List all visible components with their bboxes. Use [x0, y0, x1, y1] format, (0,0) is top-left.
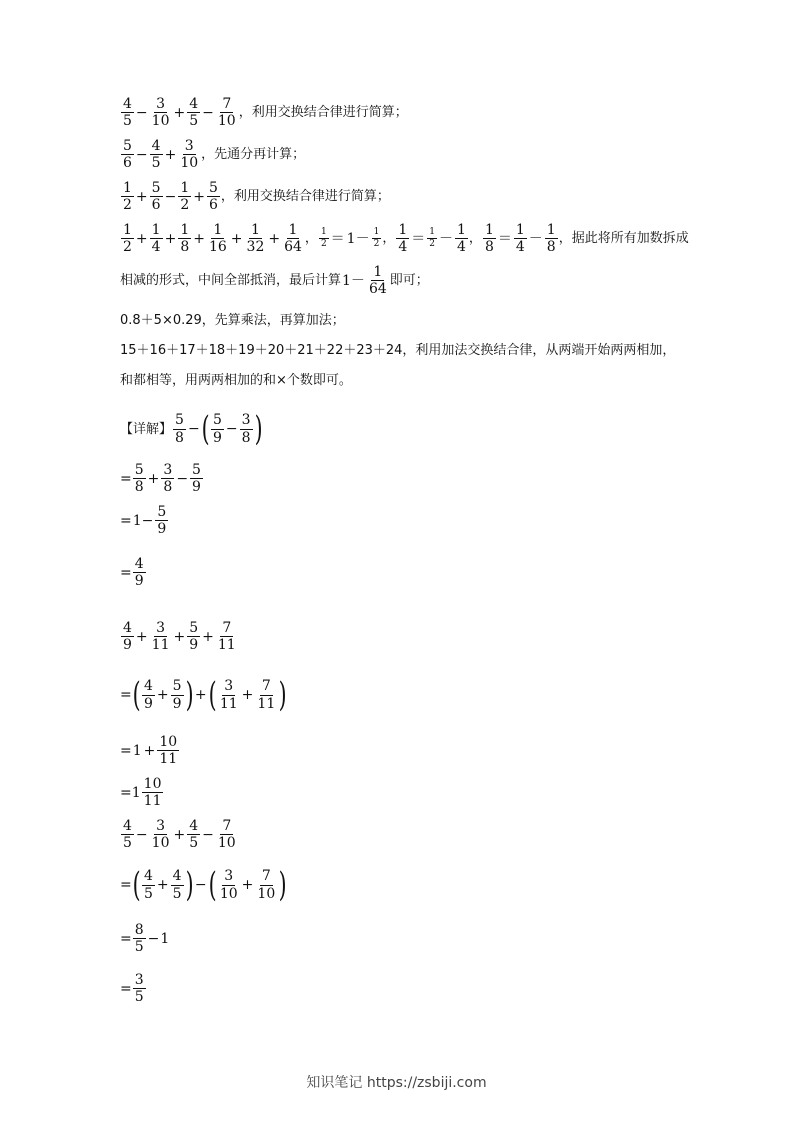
fraction: $\frac{1}{16}$: [208, 222, 227, 256]
fraction: $\frac{5}{8}$: [175, 412, 184, 446]
operator: −: [135, 104, 148, 121]
equals: =: [120, 470, 132, 487]
equals: =: [120, 980, 132, 997]
detail-label: 【详解】: [120, 421, 173, 437]
fraction: $\frac{7}{10}$: [217, 96, 236, 130]
fraction: $\frac{3}{10}$: [151, 96, 170, 130]
operator: −: [202, 104, 214, 121]
operator: +: [268, 230, 281, 247]
detail-header: [120, 409, 263, 449]
equals: =: [120, 512, 132, 529]
explanation-line-1: [120, 96, 408, 129]
operator: +: [173, 628, 186, 645]
fraction: $\frac{4}{5}$: [123, 96, 132, 130]
fraction: $\frac{10}{11}$: [159, 734, 178, 768]
explanation-line-6-cont: [120, 374, 352, 387]
operator: 1－: [342, 272, 365, 289]
equals: =: [120, 687, 132, 703]
calc-result: [120, 556, 147, 589]
fraction: $\frac{1}{64}$: [284, 222, 302, 256]
fraction: $\frac{10}{11}$: [143, 776, 162, 810]
operator: +: [135, 188, 148, 205]
operator: +: [147, 470, 160, 487]
problem-expression: [120, 818, 239, 851]
separator: ，: [468, 231, 482, 247]
explanation-line-2: [120, 138, 305, 171]
calc-step: [120, 865, 288, 905]
right-paren: ): [185, 865, 194, 905]
fraction: $\frac{1}{2}$: [123, 180, 132, 214]
explanation-text: 0.8＋5×0.29，先算乘法，再算加法；: [120, 313, 345, 328]
operator: +: [135, 230, 148, 247]
operator: +: [193, 188, 205, 205]
operator: －: [528, 230, 543, 247]
fraction: $\frac{5}{6}$: [208, 180, 218, 214]
fraction: $\frac{3}{10}$: [180, 138, 199, 172]
calc-step: [120, 462, 204, 495]
fraction: $\frac{5}{8}$: [134, 462, 144, 496]
operator: +: [143, 742, 156, 759]
explanation-text: ，据此将所有加数拆成: [558, 231, 689, 247]
explanation-text: ，先通分再计算；: [201, 147, 306, 163]
explanation-line-5: [120, 314, 345, 327]
operator: +: [173, 826, 186, 843]
equals: =: [120, 877, 132, 893]
fraction: $\frac{3}{11}$: [219, 678, 238, 712]
operator: ＝: [330, 230, 345, 247]
fraction: $\frac{4}{5}$: [172, 868, 182, 902]
fraction: $\frac{1}{4}$: [457, 222, 466, 256]
fraction: $\frac{3}{5}$: [134, 972, 144, 1006]
fraction: $\frac{7}{10}$: [217, 818, 236, 852]
fraction: $\frac{1}{8}$: [180, 222, 190, 256]
equals: =: [120, 564, 132, 581]
fraction: $\frac{4}{5}$: [144, 868, 153, 902]
explanation-text: ，利用交换结合律进行简算；: [238, 105, 408, 121]
fraction: $\frac{5}{6}$: [151, 180, 161, 214]
right-paren: ): [254, 409, 263, 449]
calc-step: [120, 922, 169, 955]
operator: −: [176, 470, 189, 487]
fraction: $\frac{5}{9}$: [189, 620, 199, 654]
fraction: $\frac{3}{10}$: [219, 868, 238, 902]
calc-step: [120, 734, 180, 767]
operator: −: [202, 826, 214, 843]
fraction: $\frac{4}{5}$: [189, 96, 199, 130]
fraction-small: $\frac{1}{2}$: [373, 227, 380, 250]
operator: +: [173, 104, 186, 121]
fraction: $\frac{4}{9}$: [123, 620, 132, 654]
fraction: $\frac{5}{9}$: [212, 412, 222, 446]
explanation-text: 和都相等，用两两相加的和×个数即可。: [120, 373, 352, 388]
operator: +: [164, 146, 177, 163]
separator: ，: [382, 231, 396, 247]
fraction-small: $\frac{1}{2}$: [320, 227, 327, 250]
fraction: $\frac{1}{4}$: [151, 222, 161, 256]
explanation-text: 即可；: [389, 273, 429, 289]
right-paren: ): [278, 675, 287, 715]
fraction: $\frac{3}{8}$: [241, 412, 251, 446]
fraction: $\frac{1}{2}$: [123, 222, 132, 256]
left-paren: (: [132, 865, 141, 905]
fraction: $\frac{4}{9}$: [134, 556, 144, 590]
fraction: $\frac{1}{4}$: [515, 222, 525, 256]
operator: +: [241, 877, 254, 893]
fraction: $\frac{7}{11}$: [217, 620, 236, 654]
operator: +: [164, 230, 177, 247]
operator: −: [147, 930, 160, 947]
fraction: $\frac{1}{8}$: [484, 222, 494, 256]
operator: 1−: [132, 512, 154, 529]
fraction: $\frac{7}{10}$: [257, 868, 276, 902]
operator: +: [241, 687, 254, 703]
fraction: $\frac{5}{6}$: [123, 138, 132, 172]
operator: +: [202, 628, 214, 645]
fraction: $\frac{4}{5}$: [189, 818, 199, 852]
fraction: $\frac{4}{5}$: [151, 138, 161, 172]
fraction: $\frac{1}{4}$: [398, 222, 408, 256]
right-paren: ): [278, 865, 287, 905]
left-paren: (: [132, 675, 141, 715]
operator: −: [135, 826, 148, 843]
fraction: $\frac{3}{8}$: [163, 462, 173, 496]
operator: +: [156, 687, 169, 703]
integer: 1: [131, 784, 141, 801]
left-paren: (: [208, 865, 217, 905]
operator: −: [187, 421, 200, 437]
operator: 1－: [346, 230, 370, 247]
integer: 1: [132, 742, 142, 759]
explanation-text: ，利用交换结合律进行简算；: [220, 189, 390, 205]
calc-step: [120, 675, 288, 715]
fraction: $\frac{3}{10}$: [151, 818, 170, 852]
calc-result: [120, 972, 147, 1005]
fraction: $\frac{1}{2}$: [180, 180, 190, 214]
operator: ＝: [411, 230, 426, 247]
fraction: $\frac{4}{9}$: [144, 678, 153, 712]
left-paren: (: [208, 675, 217, 715]
operator: −: [194, 877, 207, 893]
fraction: $\frac{1}{32}$: [246, 222, 265, 256]
fraction: $\frac{5}{9}$: [192, 462, 201, 496]
calc-step: [120, 504, 169, 537]
fraction: $\frac{1}{8}$: [546, 222, 556, 256]
fraction: $\frac{5}{9}$: [157, 504, 167, 538]
fraction: $\frac{8}{5}$: [134, 922, 144, 956]
fraction: $\frac{7}{11}$: [257, 678, 276, 712]
equals: =: [120, 930, 132, 947]
equals: =: [120, 784, 132, 801]
left-paren: (: [201, 409, 210, 449]
operator: −: [135, 146, 148, 163]
operator: +: [156, 877, 169, 893]
footer-watermark: 知识笔记 https://zsbiji.com: [306, 1075, 487, 1091]
operator: －: [439, 230, 453, 247]
explanation-text: 15＋16＋17＋18＋19＋20＋21＋22＋23＋24，利用加法交换结合律，从两端开始两两相加，: [120, 343, 676, 358]
operator: +: [230, 230, 243, 247]
explanation-line-6: [120, 344, 675, 357]
explanation-line-4-cont: [120, 264, 429, 297]
right-paren: ): [185, 675, 194, 715]
operator: −: [164, 188, 177, 205]
explanation-text: 相减的形式，中间全部抵消，最后计算: [120, 273, 342, 289]
fraction: $\frac{3}{11}$: [151, 620, 170, 654]
operator: +: [193, 230, 205, 247]
equals: =: [120, 742, 132, 759]
operator: −: [225, 421, 238, 437]
explanation-line-3: [120, 180, 390, 213]
fraction: $\frac{1}{64}$: [368, 264, 387, 298]
integer: 1: [160, 930, 170, 947]
fraction: $\frac{4}{5}$: [123, 818, 132, 852]
problem-expression: [120, 620, 239, 653]
calc-result: [120, 776, 164, 809]
fraction-small: $\frac{1}{2}$: [429, 227, 435, 250]
operator: +: [135, 628, 148, 645]
operator: +: [194, 687, 207, 703]
separator: ，: [304, 231, 318, 247]
explanation-line-4: [120, 222, 689, 255]
operator: ＝: [497, 230, 512, 247]
fraction: $\frac{5}{9}$: [172, 678, 182, 712]
